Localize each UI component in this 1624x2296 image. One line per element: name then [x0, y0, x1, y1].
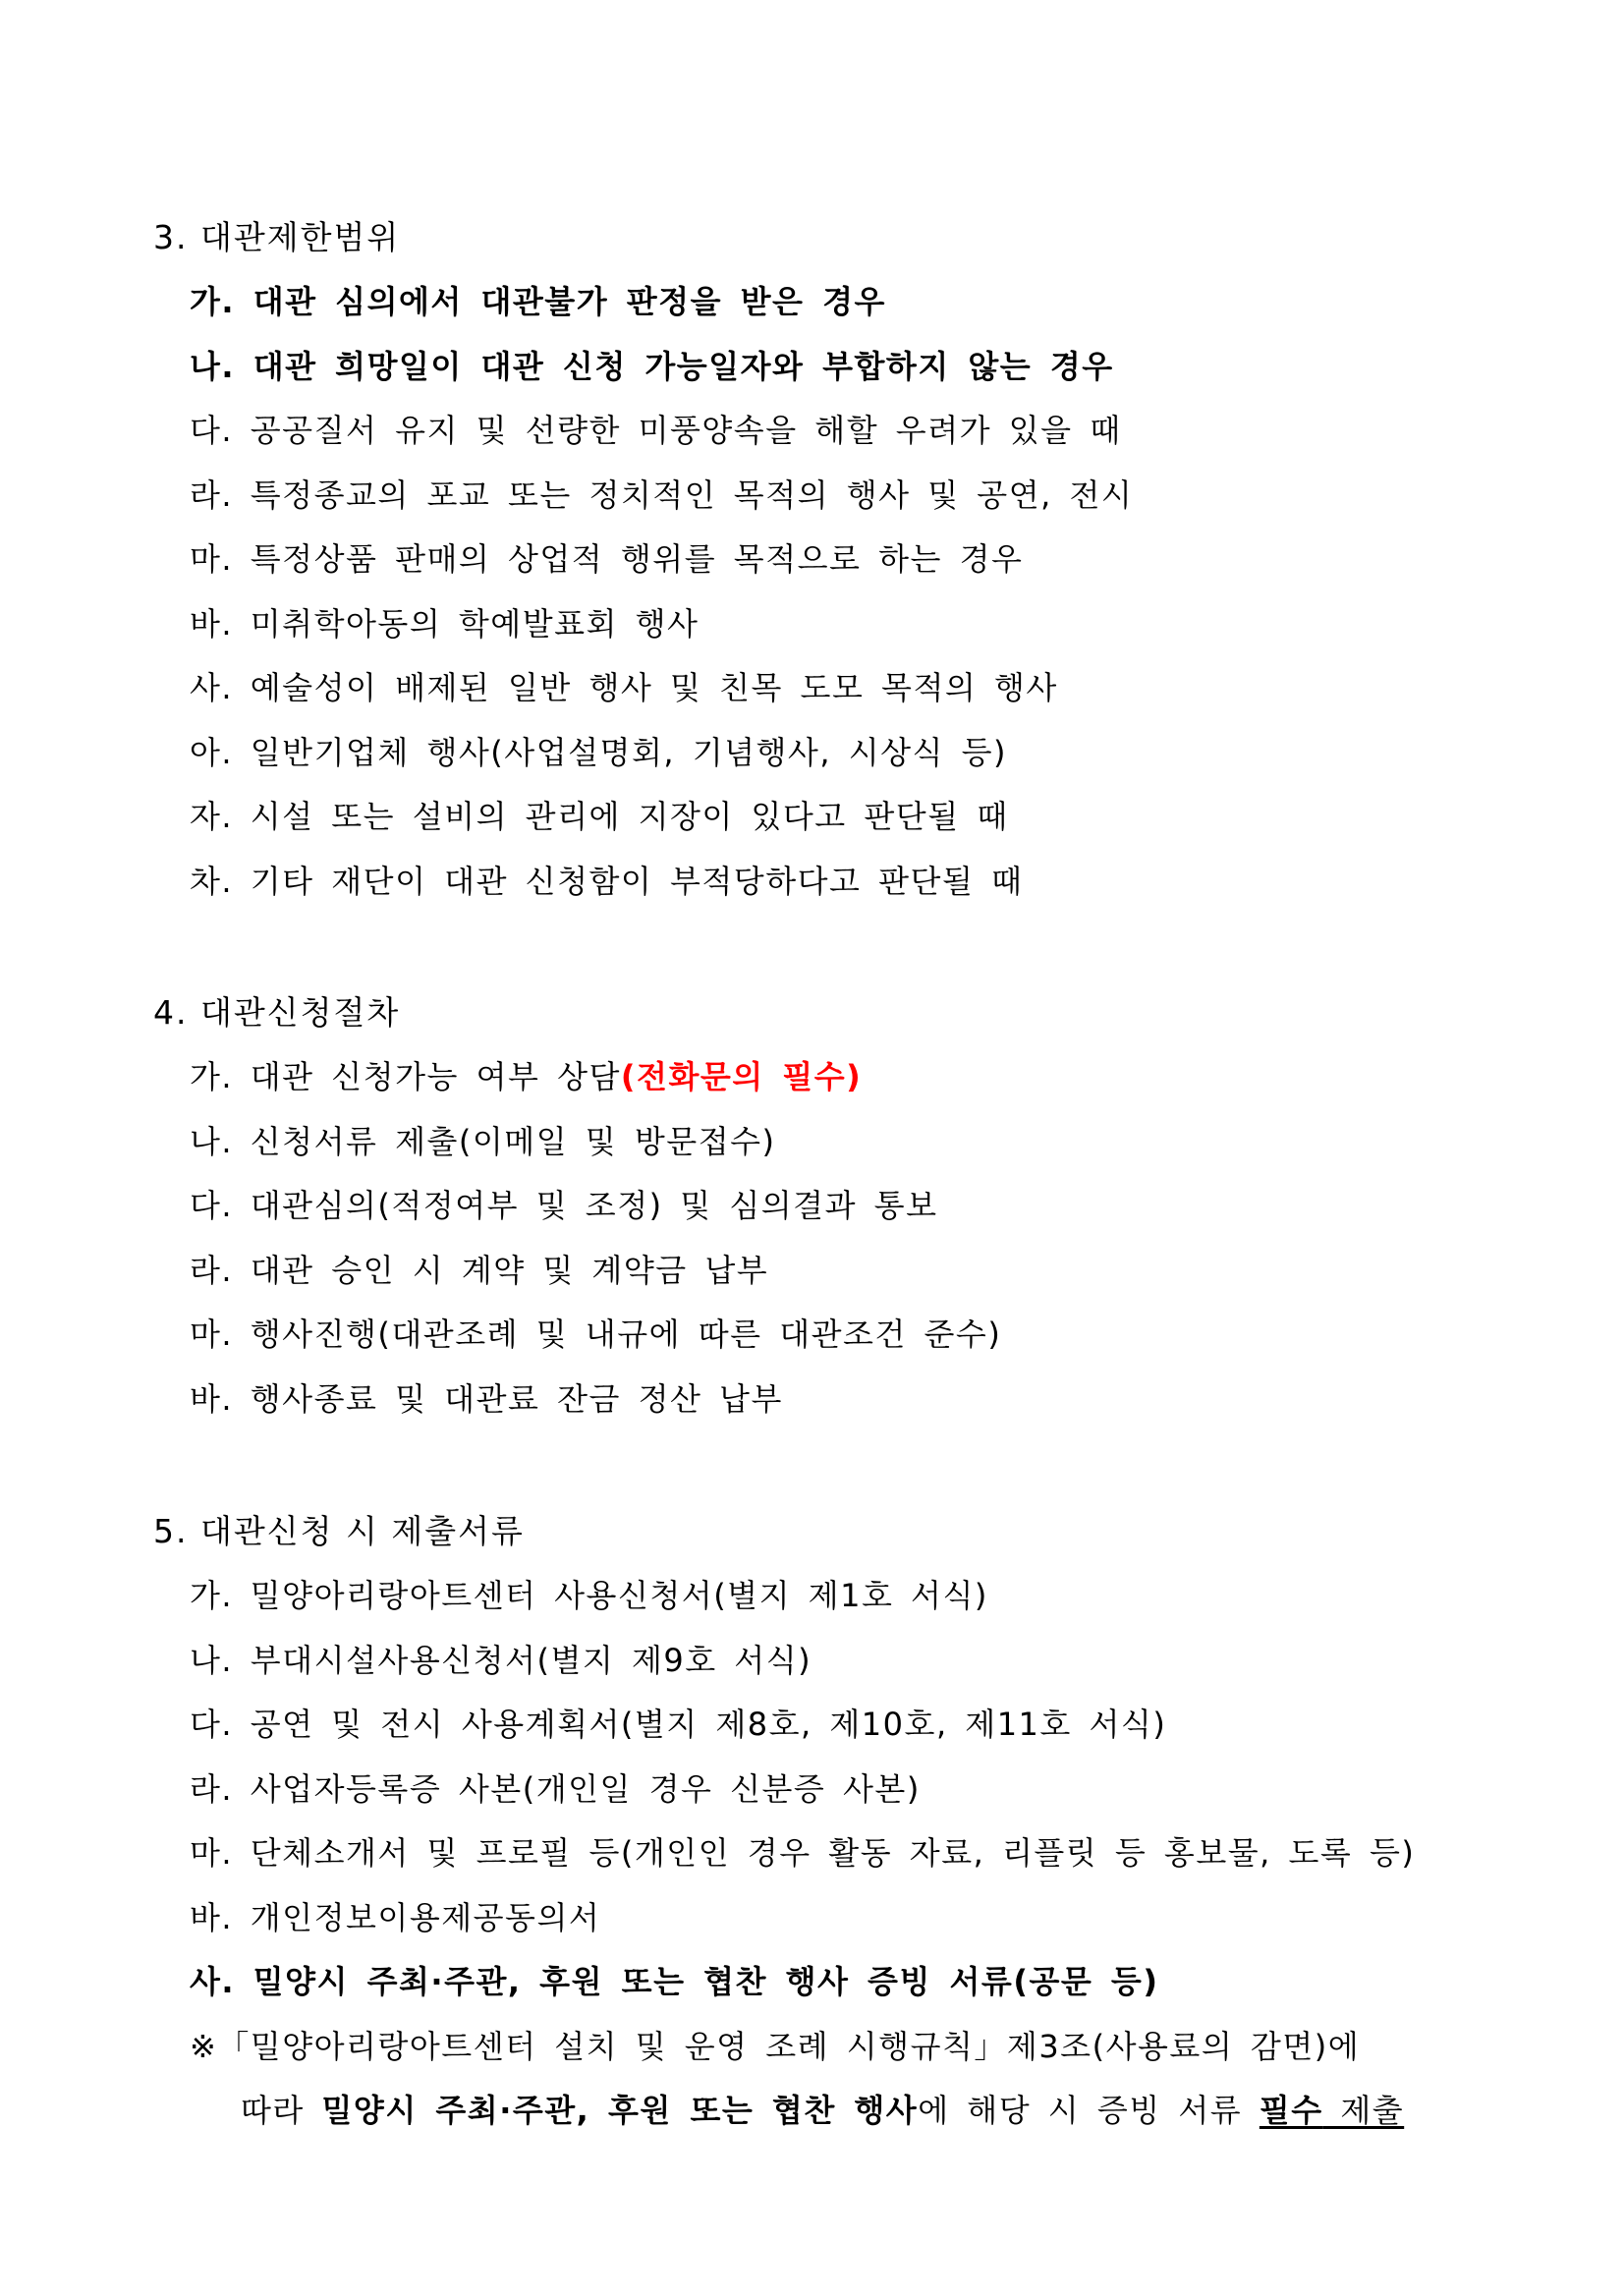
- section-3-item-cha: 차. 기타 재단이 대관 신청함이 부적당하다고 판단될 때: [190, 863, 1024, 900]
- section-5-item-ba: 바. 개인정보이용제공동의서: [190, 1899, 601, 1936]
- note-text-c: 에 해당 시 증빙 서류: [918, 2092, 1260, 2129]
- section-3-item-ja: 자. 시설 또는 설비의 관리에 지장이 있다고 판단될 때: [190, 798, 1009, 835]
- section-3-item-ba: 바. 미취학아동의 학예발표회 행사: [190, 605, 700, 643]
- note-submit: 제출: [1322, 2092, 1405, 2129]
- section-5-item-sa: 사. 밀양시 주최·주관, 후원 또는 협찬 행사 증빙 서류(공문 등): [190, 1963, 1159, 2000]
- section-3-item-ra: 라. 특정종교의 포교 또는 정치적인 목적의 행사 및 공연, 전시: [190, 476, 1134, 514]
- section-3-item-ma: 마. 특정상품 판매의 상업적 행위를 목적으로 하는 경우: [190, 540, 1024, 578]
- phone-inquiry-required: (전화문의 필수): [620, 1058, 863, 1095]
- section-5-note-line-2: [241, 2091, 1404, 2130]
- section-4-heading: 4. 대관신청절차: [153, 993, 401, 1032]
- section-5-item-da: 다. 공연 및 전시 사용계획서(별지 제8호, 제10호, 제11호 서식): [190, 1706, 1167, 1743]
- note-event-type: 밀양시 주최·주관, 후원 또는 협찬 행사: [321, 2092, 919, 2129]
- section-5-item-ma: 마. 단체소개서 및 프로필 등(개인인 경우 활동 자료, 리플릿 등 홍보물, 도록 등): [190, 1834, 1416, 1872]
- section-3-item-sa: 사. 예술성이 배제된 일반 행사 및 친목 도모 목적의 행사: [190, 669, 1058, 706]
- section-4-item-ga: [190, 1057, 862, 1096]
- section-3-heading: 3. 대관제한범위: [153, 218, 401, 256]
- note-required: 필수: [1259, 2092, 1323, 2129]
- section-4-item-ma: 마. 행사진행(대관조례 및 내규에 따른 대관조건 준수): [190, 1316, 1002, 1353]
- section-5-note-line-1: ※「밀양아리랑아트센터 설치 및 운영 조례 시행규칙」제3조(사용료의 감면)에: [190, 2028, 1361, 2065]
- note-text-a: 따라: [241, 2092, 322, 2129]
- section-4-item-ga-text: 가. 대관 신청가능 여부 상담: [190, 1058, 621, 1095]
- section-5-item-na: 나. 부대시설사용신청서(별지 제9호 서식): [190, 1642, 812, 1679]
- section-5-heading: 5. 대관신청 시 제출서류: [153, 1512, 525, 1550]
- section-3-item-da: 다. 공공질서 유지 및 선량한 미풍양속을 해할 우려가 있을 때: [190, 412, 1122, 449]
- section-4-item-na: 나. 신청서류 제출(이메일 및 방문접수): [190, 1123, 776, 1160]
- section-3-item-ga: 가. 대관 심의에서 대관불가 판정을 받은 경우: [190, 283, 886, 320]
- section-4-item-ba: 바. 행사종료 및 대관료 잔금 정산 납부: [190, 1380, 783, 1418]
- section-4-item-ra: 라. 대관 승인 시 계약 및 계약금 납부: [190, 1252, 769, 1289]
- section-3-item-a: 아. 일반기업체 행사(사업설명회, 기념행사, 시상식 등): [190, 734, 1007, 771]
- section-5-item-ga: 가. 밀양아리랑아트센터 사용신청서(별지 제1호 서식): [190, 1577, 988, 1614]
- section-4-item-da: 다. 대관심의(적정여부 및 조정) 및 심의결과 통보: [190, 1187, 938, 1224]
- section-5-item-ra: 라. 사업자등록증 사본(개인일 경우 신분증 사본): [190, 1770, 921, 1808]
- section-3-item-na: 나. 대관 희망일이 대관 신청 가능일자와 부합하지 않는 경우: [190, 348, 1114, 385]
